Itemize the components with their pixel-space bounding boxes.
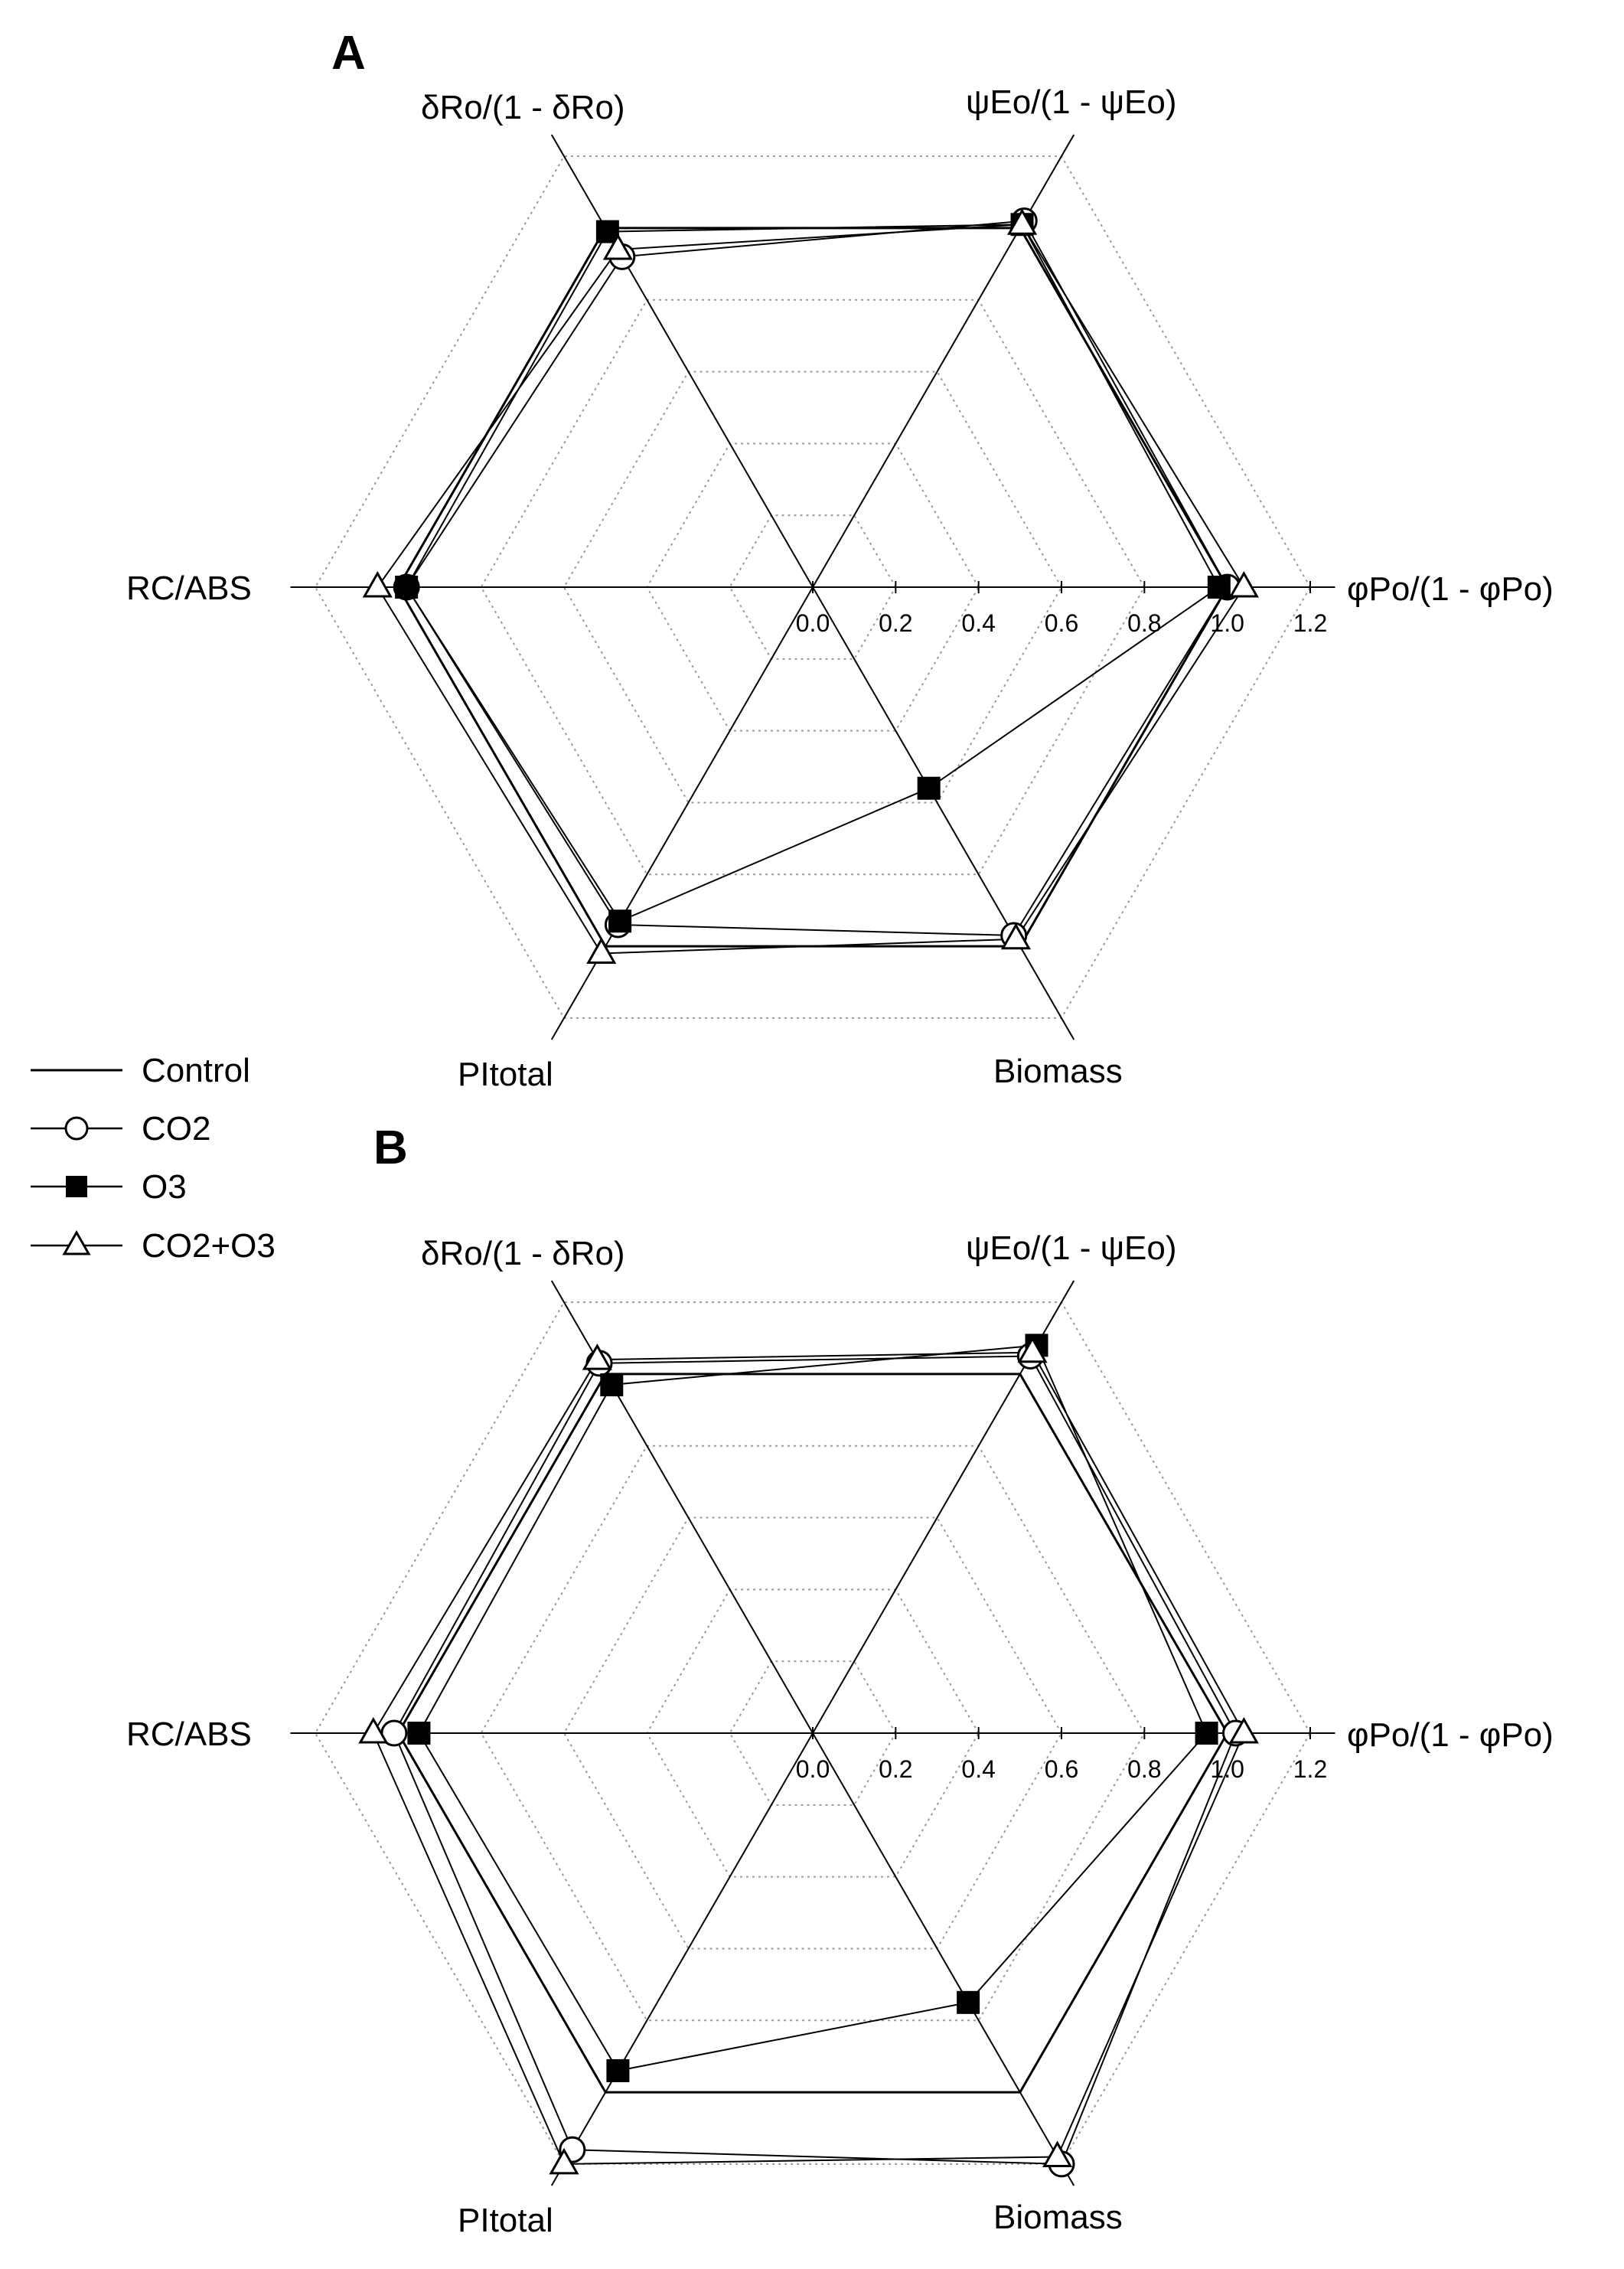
panel-label-a: A: [331, 27, 366, 80]
legend-label: Control: [142, 1052, 250, 1089]
axis-label-pitotal: PItotal: [458, 1056, 553, 1093]
open-circle-marker: [66, 1118, 87, 1139]
axis-label-phipo: φPo/(1 - φPo): [1347, 1716, 1554, 1754]
axis-label-psieo: ψEo/(1 - ψEo): [966, 83, 1177, 121]
legend-label: CO2: [142, 1110, 211, 1148]
open-triangle-marker: [64, 1232, 89, 1254]
series-line-o3: [406, 224, 1219, 921]
axis-label-rcabs: RC/ABS: [126, 1716, 252, 1753]
tick-label: 1.0: [1210, 609, 1244, 637]
legend-label: O3: [142, 1168, 187, 1206]
tick-label: 0.4: [961, 609, 996, 637]
legend-item-control: [31, 1052, 250, 1089]
data-point-o3: [1208, 576, 1231, 599]
tick-label: 0.8: [1127, 1755, 1162, 1783]
tick-label: 0.4: [961, 1755, 996, 1783]
radar-chart-b: [291, 1281, 1335, 2186]
radar-panel-a: [126, 27, 1554, 1093]
radar-chart-a: [291, 135, 1335, 1040]
legend: [31, 1052, 276, 1265]
tick-label: 0.0: [795, 609, 830, 637]
axis-label-rcabs: RC/ABS: [126, 570, 252, 607]
axis-label-biomass: Biomass: [993, 2199, 1123, 2236]
axis-label-psieo: ψEo/(1 - ψEo): [966, 1229, 1177, 1267]
data-point-o3: [957, 1991, 980, 2014]
tick-label: 0.2: [879, 609, 913, 637]
axis-label-pitotal: PItotal: [458, 2202, 553, 2239]
legend-label: CO2+O3: [142, 1227, 276, 1265]
axis-label-phipo: φPo/(1 - φPo): [1347, 570, 1554, 608]
legend-item-co2-o3: [31, 1227, 276, 1265]
data-point-o3: [918, 777, 941, 800]
tick-label: 0.6: [1044, 609, 1079, 637]
tick-label: 0.2: [879, 1755, 913, 1783]
tick-label: 1.2: [1293, 1755, 1328, 1783]
legend-item-o3: [31, 1168, 187, 1206]
axis-label-deltaro: δRo/(1 - δRo): [421, 89, 625, 126]
axis-label-deltaro: δRo/(1 - δRo): [421, 1235, 625, 1272]
series-line-co2-o3: [377, 224, 1244, 953]
data-point-co2-o3: [589, 939, 615, 962]
data-point-o3: [600, 1373, 623, 1396]
data-point-o3: [1195, 1722, 1218, 1745]
data-point-o3: [395, 576, 418, 599]
tick-label: 1.0: [1210, 1755, 1244, 1783]
panel-label-b: B: [373, 1121, 408, 1174]
series-line-co2: [406, 221, 1228, 936]
filled-square-marker: [66, 1176, 87, 1197]
data-point-o3: [606, 2059, 629, 2082]
tick-label: 0.8: [1127, 609, 1162, 637]
radar-panel-b: [126, 1121, 1554, 2239]
tick-label: 0.0: [795, 1755, 830, 1783]
legend-item-co2: [31, 1110, 210, 1148]
data-point-o3: [407, 1722, 430, 1745]
tick-label: 0.6: [1044, 1755, 1079, 1783]
data-point-co2-o3: [364, 573, 390, 596]
axis-label-biomass: Biomass: [993, 1053, 1123, 1090]
tick-label: 1.2: [1293, 609, 1328, 637]
data-point-o3: [608, 909, 631, 932]
